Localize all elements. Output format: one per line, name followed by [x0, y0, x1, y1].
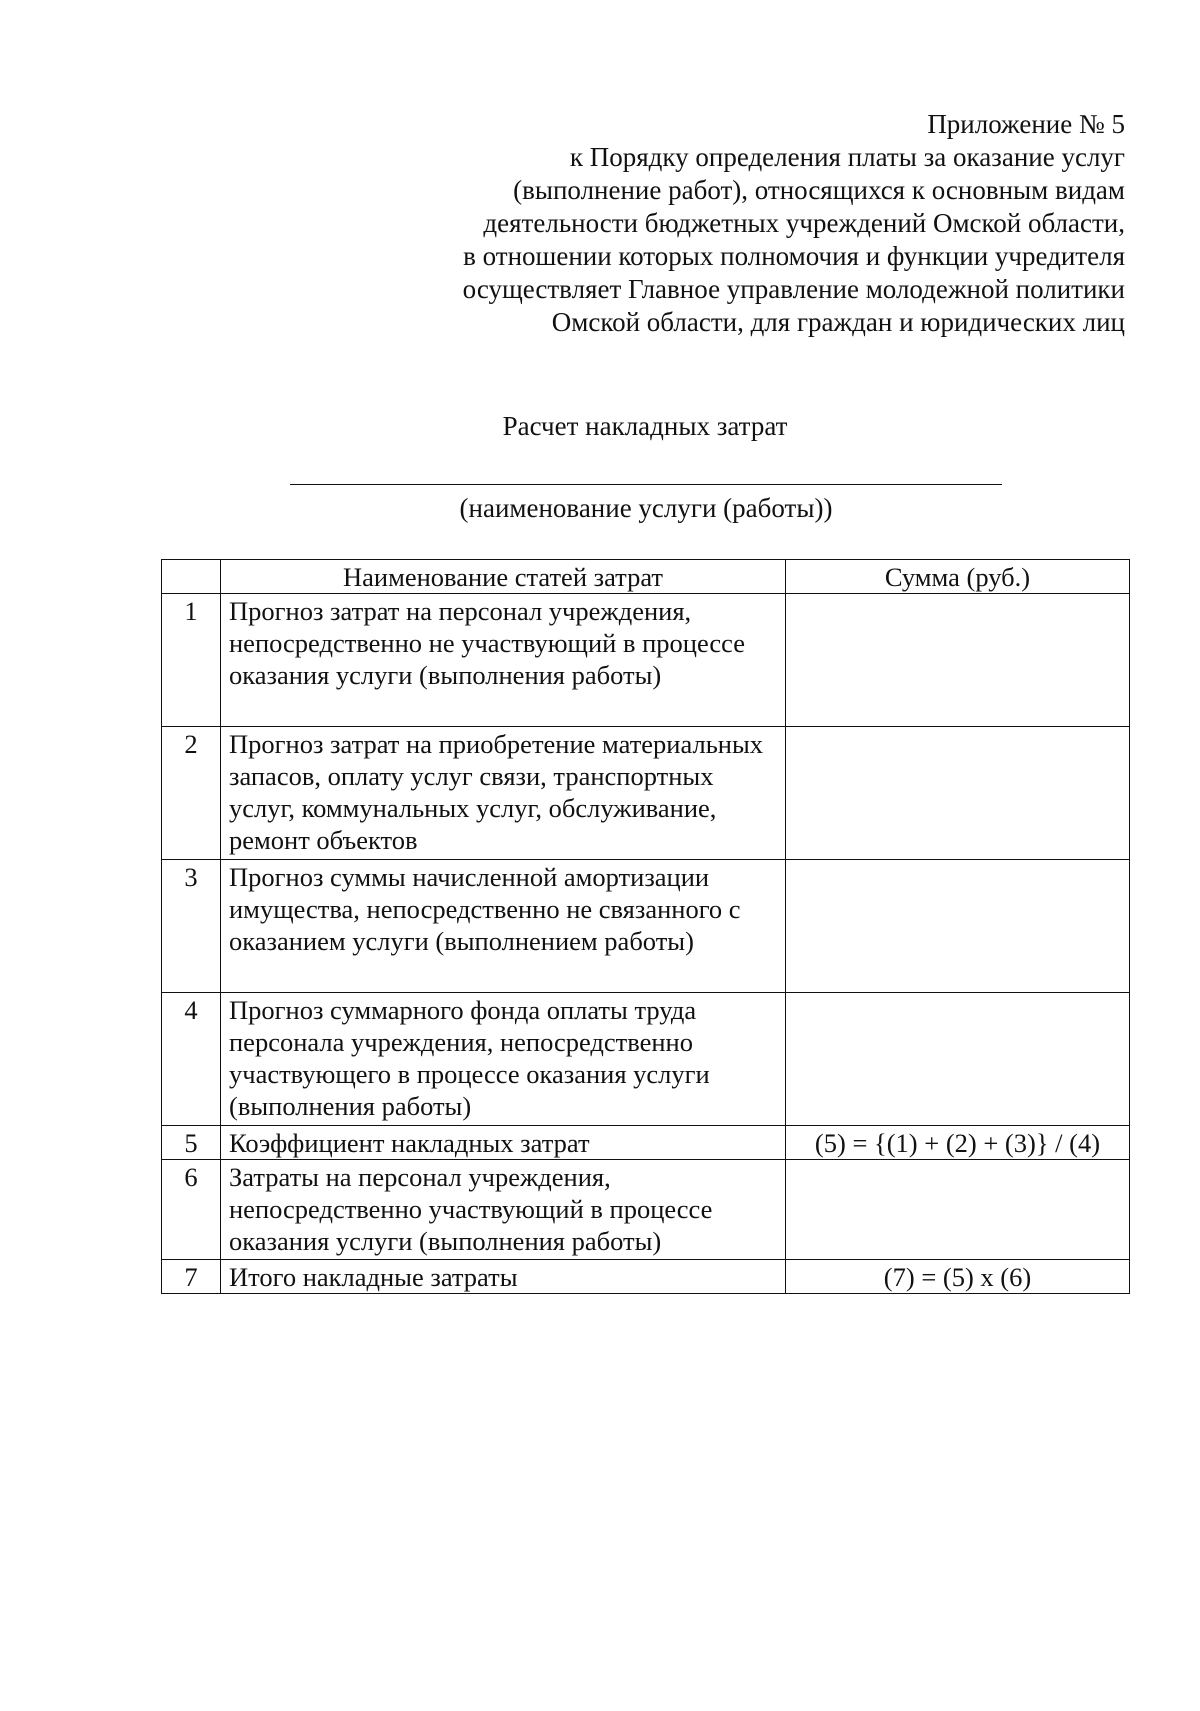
table-row	[162, 1260, 1130, 1294]
document-title: Расчет накладных затрат	[502, 411, 788, 441]
table-row	[162, 1160, 1130, 1260]
table-row	[162, 860, 1130, 993]
appendix-line: (выполнение работ), относящихся к основным видам	[513, 175, 1125, 205]
appendix-header	[463, 108, 1125, 339]
amount-cell	[786, 993, 1130, 1126]
cost-item-name: Прогноз затрат на приобретение материальных запасов, оплату услуг связи, транспортных услуг, коммунальных услуг, обслуживание, ремонт объектов	[221, 727, 786, 860]
cost-item-name: Прогноз суммарного фонда оплаты труда персонала учреждения, непосредственно участвующего в процессе оказания услуги (выполнения работы)	[221, 993, 786, 1126]
table-row	[162, 1126, 1130, 1160]
header-amount-cell: Сумма (руб.)	[786, 560, 1130, 594]
row-number: 5	[162, 1126, 221, 1160]
service-name-blank-line	[290, 484, 1002, 485]
table-row	[162, 993, 1130, 1126]
amount-cell	[786, 594, 1130, 727]
amount-formula: (5) = {(1) + (2) + (3)} / (4)	[786, 1126, 1130, 1160]
table-row	[162, 594, 1130, 727]
service-name-caption: (наименование услуги (работы))	[459, 493, 833, 523]
appendix-line: осуществляет Главное управление молодежной политики	[462, 274, 1125, 304]
cost-item-name: Прогноз затрат на персонал учреждения, непосредственно не участвующий в процессе оказания услуги (выполнения работы)	[221, 594, 786, 727]
cost-item-name: Прогноз суммы начисленной амортизации имущества, непосредственно не связанного с оказанием услуги (выполнением работы)	[221, 860, 786, 993]
header-number-cell	[162, 560, 221, 594]
row-number: 2	[162, 727, 221, 860]
cost-item-name: Коэффициент накладных затрат	[221, 1126, 786, 1160]
appendix-line: к Порядку определения платы за оказание услуг	[569, 142, 1125, 172]
table-header-row	[162, 560, 1130, 594]
row-number: 7	[162, 1260, 221, 1294]
row-number: 1	[162, 594, 221, 727]
amount-cell	[786, 727, 1130, 860]
cost-item-name: Итого накладные затраты	[221, 1260, 786, 1294]
row-number: 4	[162, 993, 221, 1126]
appendix-number: Приложение № 5	[927, 109, 1125, 139]
appendix-line: в отношении которых полномочия и функции учредителя	[463, 241, 1125, 271]
overhead-costs-table	[161, 559, 1130, 1294]
row-number: 6	[162, 1160, 221, 1260]
appendix-line: Омской области, для граждан и юридических лиц	[551, 307, 1125, 337]
header-cost-item-cell: Наименование статей затрат	[221, 560, 786, 594]
table-row	[162, 727, 1130, 860]
amount-cell	[786, 1160, 1130, 1260]
row-number: 3	[162, 860, 221, 993]
amount-formula: (7) = (5) х (6)	[786, 1260, 1130, 1294]
amount-cell	[786, 860, 1130, 993]
cost-item-name: Затраты на персонал учреждения, непосредственно участвующий в процессе оказания услуги (выполнения работы)	[221, 1160, 786, 1260]
appendix-line: деятельности бюджетных учреждений Омской области,	[483, 208, 1125, 238]
